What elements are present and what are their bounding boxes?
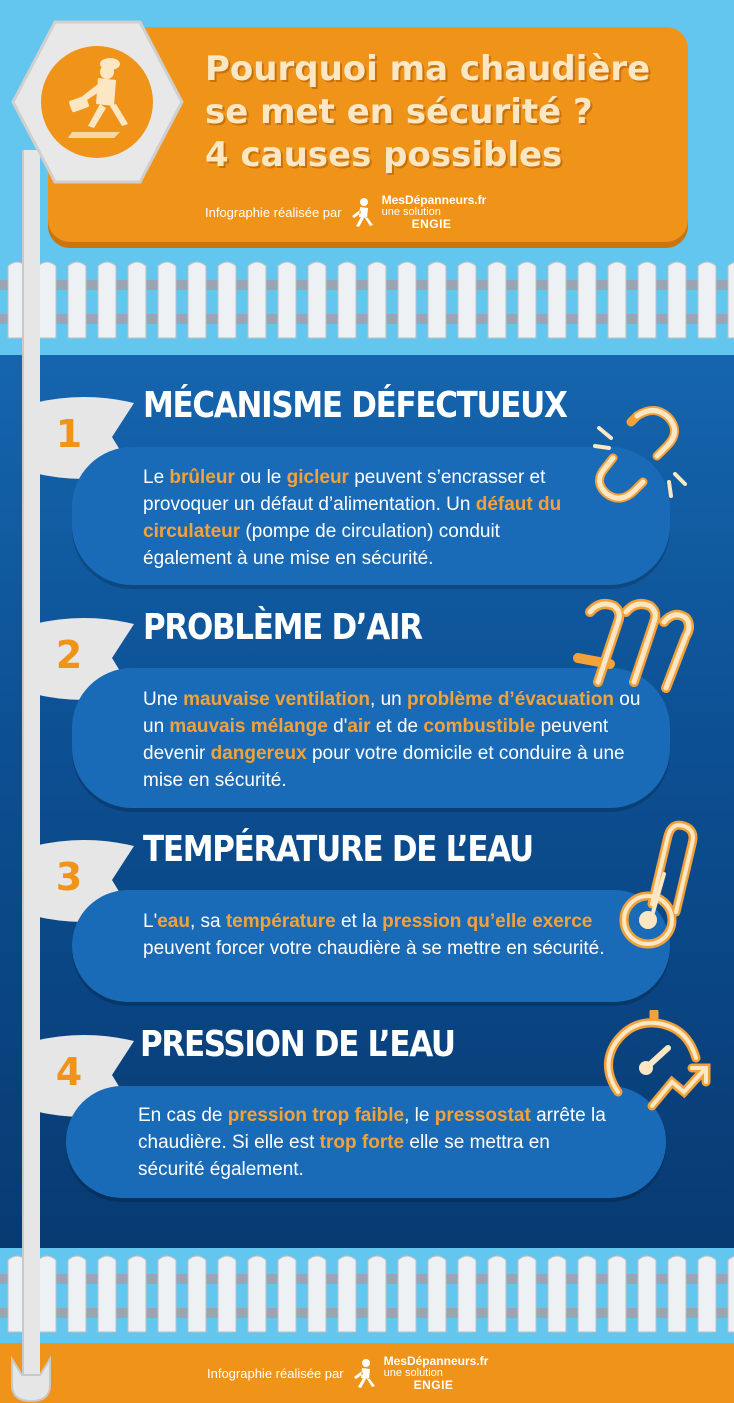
- fence-picket: [518, 262, 536, 338]
- footer-brand-block: [384, 1355, 489, 1391]
- fence-picket: [188, 1256, 206, 1332]
- fence-picket: [368, 1256, 386, 1332]
- fence-picket: [728, 1256, 734, 1332]
- fence-picket: [458, 262, 476, 338]
- highlight-term: eau: [157, 911, 190, 932]
- body-text-run: elle se mettra en sécurité également.: [138, 1132, 550, 1180]
- fence-picket: [548, 262, 566, 338]
- title-line-1: Pourquoi ma chaudière: [205, 49, 651, 89]
- highlight-term: dangereux: [210, 743, 307, 764]
- fence-picket: [68, 262, 86, 338]
- highlight-term: pression trop faible: [227, 1105, 405, 1126]
- highlight-term: trop forte: [319, 1132, 405, 1153]
- body-text-run: ou le: [234, 467, 287, 488]
- section-number-3: 3: [55, 855, 83, 899]
- highlight-term: problème d’évacuation: [407, 689, 614, 710]
- fence-picket: [188, 262, 206, 338]
- body-text-run: peuvent devenir: [143, 716, 609, 764]
- highlight-term: mauvaise ventilation: [183, 689, 371, 710]
- fence-bottom: [0, 1252, 734, 1336]
- body-text-run: L': [143, 911, 158, 932]
- section-title-2: PROBLÈME D’AIR: [143, 607, 422, 648]
- fence-picket: [68, 1256, 86, 1332]
- fence-picket: [248, 262, 266, 338]
- body-text-run: pour votre domicile et conduire à une mise en sécurité.: [143, 743, 625, 791]
- footer-brand-name: MesDépanneurs.fr: [383, 1354, 489, 1368]
- body-text-run: , sa: [189, 911, 226, 932]
- footer-brand-logo-icon: [350, 1357, 378, 1389]
- fence-picket: [548, 1256, 566, 1332]
- brand-name: MesDépanneurs.fr: [381, 193, 487, 207]
- highlight-term: air: [347, 716, 371, 737]
- body-text-run: arrête la chaudière. Si elle est: [138, 1105, 606, 1153]
- page-title: [205, 48, 685, 177]
- section-title-1: MÉCANISME DÉFECTUEUX: [143, 385, 567, 426]
- fence-picket: [578, 1256, 596, 1332]
- fence-top: [0, 258, 734, 342]
- body-text-run: Le: [143, 467, 170, 488]
- fence-picket: [368, 262, 386, 338]
- header-credit: [205, 194, 486, 230]
- fence-picket: [518, 1256, 536, 1332]
- section-title-3: TEMPÉRATURE DE L’EAU: [143, 829, 533, 870]
- highlight-term: gicleur: [286, 467, 349, 488]
- footer-credit: [207, 1355, 488, 1391]
- fence-picket: [398, 1256, 416, 1332]
- section-body-4: [138, 1102, 618, 1183]
- wrench-end-icon: [8, 1355, 54, 1403]
- highlight-term: mauvais mélange: [169, 716, 328, 737]
- fence-picket: [38, 1256, 56, 1332]
- section-title-4: PRESSION DE L’EAU: [140, 1024, 455, 1065]
- body-text-run: , le: [404, 1105, 435, 1126]
- fence-picket: [608, 262, 626, 338]
- section-body-2: [143, 686, 643, 794]
- fence-picket: [278, 1256, 296, 1332]
- body-text-run: d': [327, 716, 348, 737]
- fence-picket: [98, 262, 116, 338]
- thermometer-icon: [612, 812, 702, 952]
- fence-picket: [638, 1256, 656, 1332]
- fence-picket: [308, 262, 326, 338]
- partner-logo: ENGIE: [411, 217, 452, 231]
- hexagon-badge: [10, 14, 185, 189]
- body-text-run: et de: [370, 716, 424, 737]
- body-text-run: (pompe de circulation) conduit également à une mise en sécurité.: [143, 521, 500, 569]
- brand-tagline: une solution: [381, 206, 441, 218]
- fence-picket: [338, 262, 356, 338]
- body-text-run: peuvent s’encrasser et provoquer un défaut d’alimentation. Un: [143, 467, 546, 515]
- highlight-term: température: [225, 911, 336, 932]
- fence-picket: [398, 262, 416, 338]
- fence-picket: [428, 1256, 446, 1332]
- credit-prefix: Infographie réalisée par: [205, 204, 342, 220]
- footer-brand-tagline: une solution: [383, 1367, 443, 1379]
- fence-picket: [638, 262, 656, 338]
- fence-picket: [278, 262, 296, 338]
- brand-block: [382, 194, 487, 230]
- highlight-term: brûleur: [169, 467, 235, 488]
- fence-picket: [218, 1256, 236, 1332]
- fence-picket: [308, 1256, 326, 1332]
- section-number-2: 2: [55, 633, 83, 677]
- fence-picket: [668, 1256, 686, 1332]
- wrench-pole: [22, 150, 40, 1390]
- highlight-term: pression qu’elle exerce: [382, 911, 593, 932]
- fence-picket: [338, 1256, 356, 1332]
- section-number-1: 1: [55, 412, 83, 456]
- fence-picket: [158, 1256, 176, 1332]
- fence-picket: [698, 1256, 716, 1332]
- title-line-2: se met en sécurité ?: [205, 92, 593, 132]
- body-text-run: , un: [370, 689, 408, 710]
- pressure-gauge-icon: [596, 1010, 714, 1120]
- highlight-term: combustible: [423, 716, 536, 737]
- fence-picket: [98, 1256, 116, 1332]
- fence-picket: [578, 262, 596, 338]
- fence-picket: [728, 262, 734, 338]
- fence-picket: [128, 262, 146, 338]
- body-text-run: ou un: [143, 689, 641, 737]
- wind-icon: [570, 592, 700, 702]
- fence-picket: [158, 262, 176, 338]
- fence-picket: [218, 262, 236, 338]
- brand-logo-icon: [348, 196, 376, 228]
- fence-picket: [428, 262, 446, 338]
- highlight-term: pressostat: [434, 1105, 531, 1126]
- fence-picket: [608, 1256, 626, 1332]
- body-text-run: Une: [143, 689, 184, 710]
- section-number-4: 4: [55, 1050, 83, 1094]
- body-text-run: et la: [335, 911, 383, 932]
- section-body-3: [143, 908, 643, 962]
- body-text-run: En cas de: [138, 1105, 228, 1126]
- fence-picket: [668, 262, 686, 338]
- footer-credit-prefix: Infographie réalisée par: [207, 1365, 344, 1381]
- fence-picket: [488, 262, 506, 338]
- footer-partner-logo: ENGIE: [413, 1378, 454, 1392]
- highlight-term: défaut du circulateur: [143, 494, 562, 542]
- section-body-1: [143, 464, 588, 572]
- body-text-run: peuvent forcer votre chaudière à se mettre en sécurité.: [143, 938, 605, 959]
- broken-chain-icon: [585, 398, 695, 508]
- fence-picket: [458, 1256, 476, 1332]
- fence-picket: [38, 262, 56, 338]
- fence-picket: [128, 1256, 146, 1332]
- title-line-3: 4 causes possibles: [205, 135, 563, 175]
- fence-picket: [698, 262, 716, 338]
- fence-picket: [488, 1256, 506, 1332]
- fence-picket: [248, 1256, 266, 1332]
